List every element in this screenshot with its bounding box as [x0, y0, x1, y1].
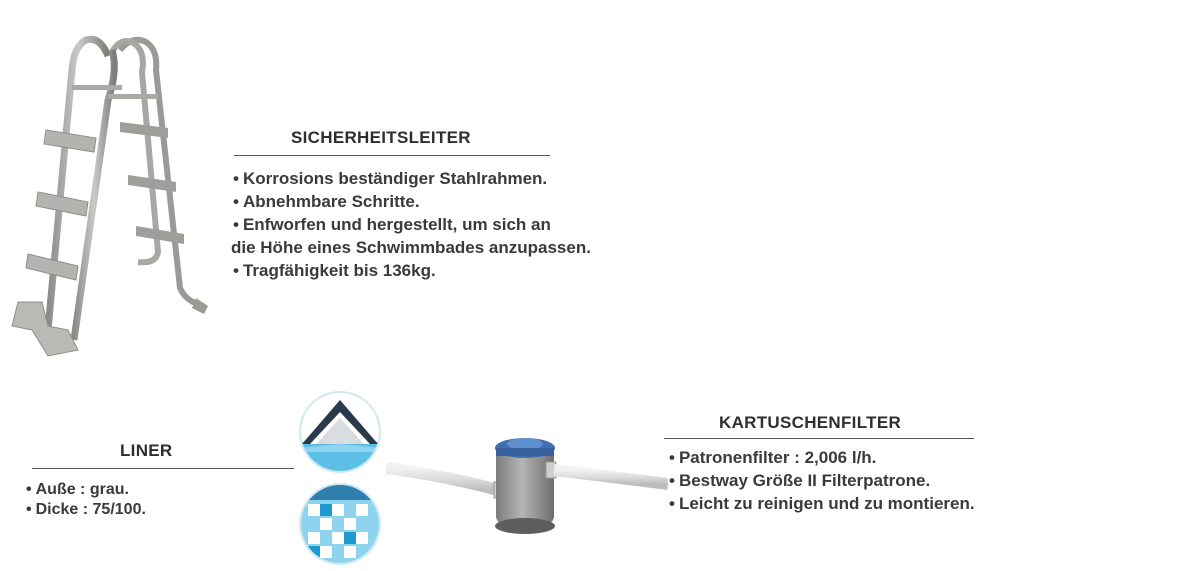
list-item: • Bestway Größe II Filterpatrone.	[669, 471, 931, 490]
liner-tile-icon	[296, 480, 384, 568]
list-item: • Abnehmbare Schritte.	[233, 192, 420, 211]
list-item: • Patronenfilter : 2,006 l/h.	[669, 448, 877, 467]
list-item: • Auße : grau.	[26, 481, 129, 498]
ladder-section-divider	[234, 155, 550, 156]
list-item: • Leicht zu reinigen und zu montieren.	[669, 494, 975, 513]
list-item: • Tragfähigkeit bis 136kg.	[233, 261, 436, 280]
liner-feature-list	[26, 480, 146, 520]
filter-section-divider	[664, 438, 974, 439]
list-item: • Korrosions beständiger Stahlrahmen.	[233, 169, 548, 188]
liner-section-divider	[32, 468, 294, 469]
list-item-continuation: die Höhe eines Schwimmbades anzupassen.	[231, 238, 591, 257]
filter-feature-list	[669, 446, 975, 515]
filter-section-title: KARTUSCHENFILTER	[719, 413, 902, 432]
liner-layer-icon	[296, 390, 384, 474]
liner-section-title: LINER	[120, 441, 173, 460]
ladder-feature-list	[233, 167, 591, 282]
ladder-section-title: SICHERHEITSLEITER	[291, 128, 471, 147]
ladder-image	[8, 30, 218, 365]
list-item: • Enfworfen und hergestellt, um sich an die Höhe eines Schwimmbades anzupassen.	[231, 215, 591, 257]
list-item: • Dicke : 75/100.	[26, 501, 146, 518]
filter-pump-image	[386, 432, 668, 538]
